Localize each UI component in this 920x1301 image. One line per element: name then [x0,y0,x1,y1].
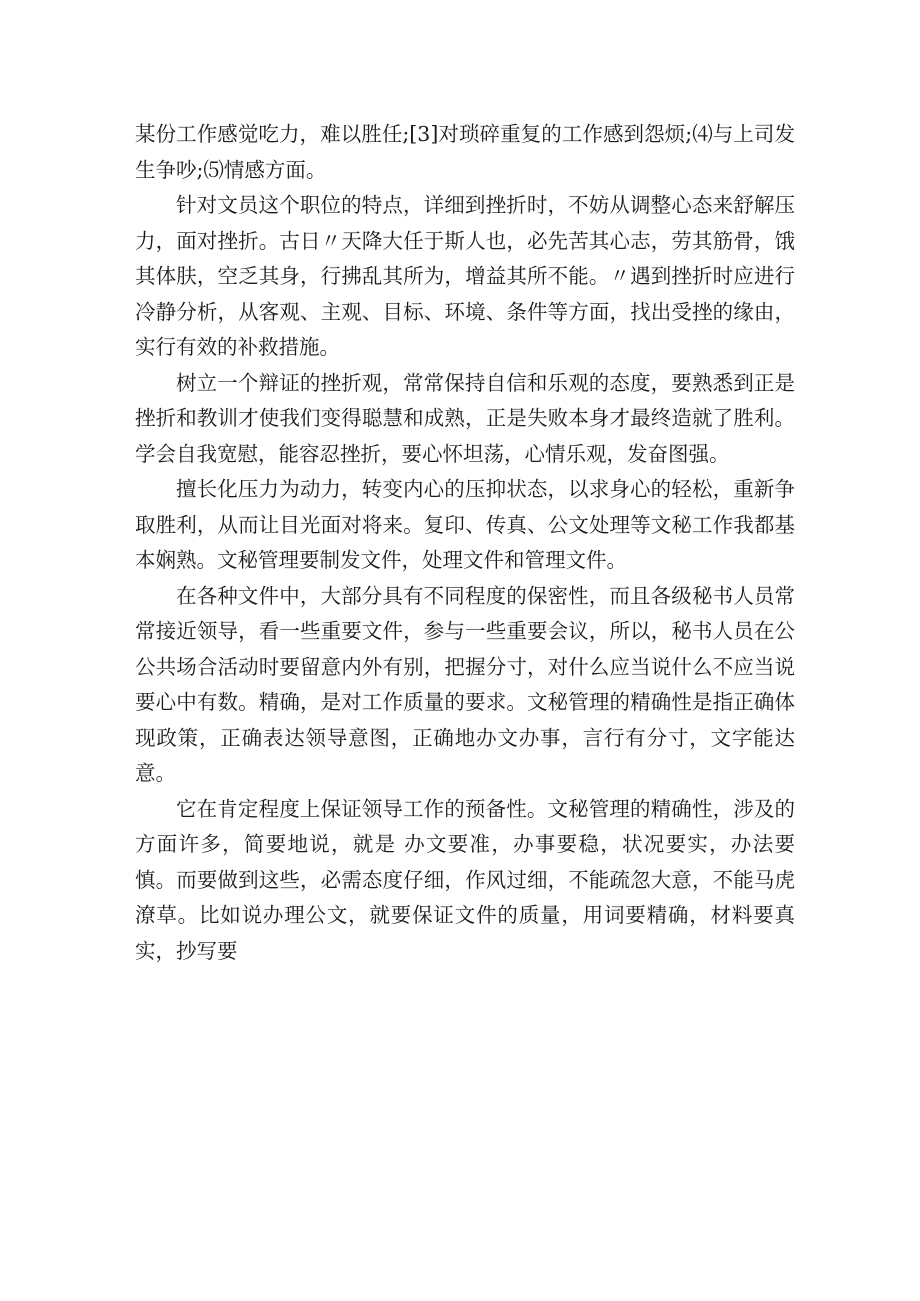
paragraph-1: 某份工作感觉吃力，难以胜任;[3]对琐碎重复的工作感到怨烦;⑷与上司发生争吵;⑸情感方面。 [135,122,795,182]
paragraph-5: 在各种文件中，大部分具有不同程度的保密性，而且各级秘书人员常常接近领导，看一些重要文件，参与一些重要会议，所以，秘书人员在公公共场合活动时要留意内外有别，把握分寸，对什么应当说什么不应当说要心中有数。精确，是对工作质量的要求。文秘管理的精确性是指正确体现政策，正确表达领导意图，正确地办文办事，言行有分寸，文字能达意。 [135,583,795,785]
document-body [135,117,795,969]
paragraph-4: 擅长化压力为动力，转变内心的压抑状态，以求身心的轻松，重新争取胜利，从而让目光面对将来。复印、传真、公文处理等文秘工作我都基本娴熟。文秘管理要制发文件，处理文件和管理文件。 [135,477,795,572]
paragraph-6: 它在肯定程度上保证领导工作的预备性。文秘管理的精确性，涉及的方面许多，简要地说，就是 办文要准，办事要稳，状况要实，办法要慎。而要做到这些，必需态度仔细，作风过细，不能疏忽大意，不能马虎潦草。比如说办理公文，就要保证文件的质量，用词要精确，材料要真实，抄写要 [135,796,795,963]
paragraph-2: 针对文员这个职位的特点，详细到挫折时，不妨从调整心态来舒解压力，面对挫折。古日〃天降大任于斯人也，必先苦其心志，劳其筋骨，饿其体肤，空乏其身，行拂乱其所为，增益其所不能。〃遇到挫折时应进行冷静分析，从客观、主观、目标、环境、条件等方面，找出受挫的缘由，实行有效的补救措施。 [135,193,795,359]
paragraph-3: 树立一个辩证的挫折观，常常保持自信和乐观的态度，要熟悉到正是挫折和教训才使我们变得聪慧和成熟，正是失败本身才最终造就了胜利。学会自我宽慰，能容忍挫折，要心怀坦荡，心情乐观，发奋图强。 [135,370,795,466]
